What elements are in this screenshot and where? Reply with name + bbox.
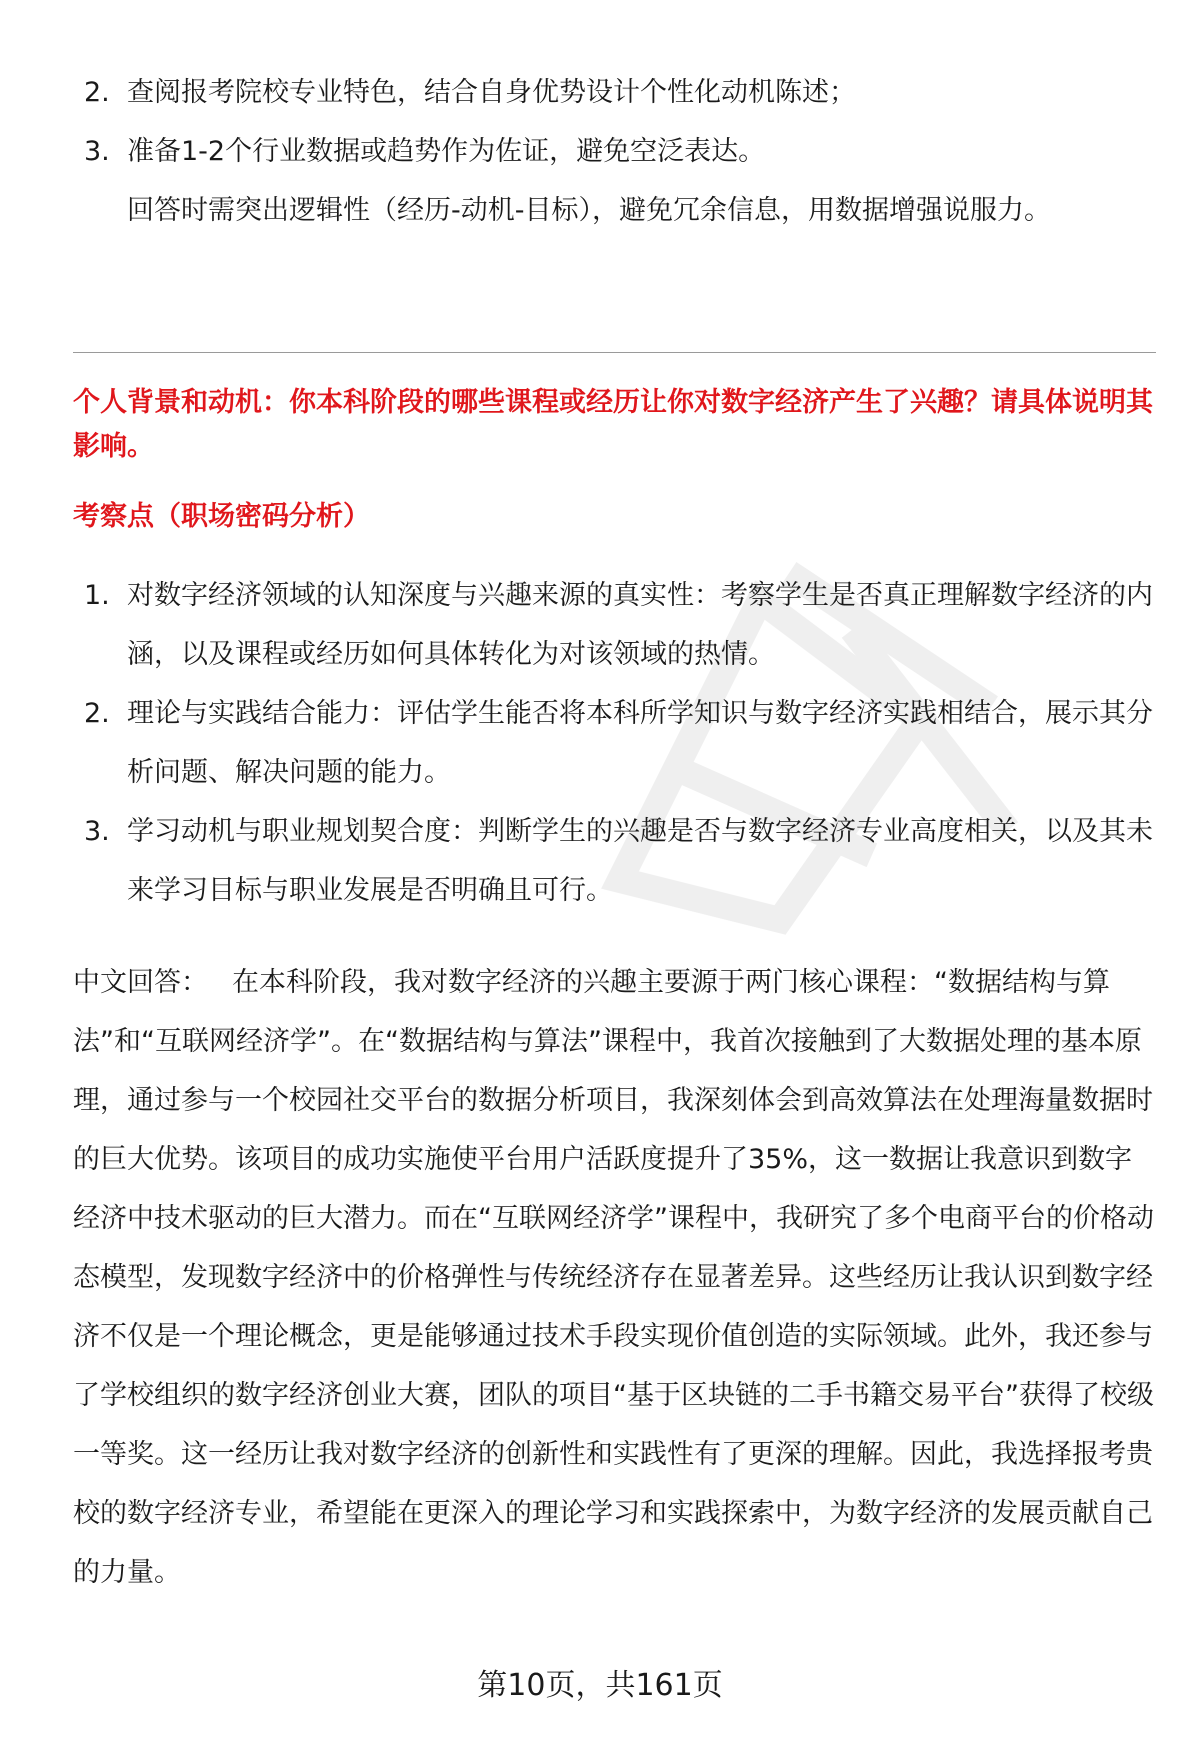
previous-section-list	[0, 63, 1157, 181]
list-item	[0, 802, 1157, 920]
list-number: 3.	[84, 816, 110, 847]
assessment-list	[0, 566, 1157, 920]
list-item	[0, 566, 1157, 684]
assessment-heading: 考察点（职场密码分析）	[73, 501, 370, 532]
list-number: 2.	[84, 698, 110, 729]
answer-label: 中文回答：	[73, 967, 208, 998]
answer-tip-note: 回答时需突出逻辑性（经历-动机-目标），避免冗余信息，用数据增强说服力。	[127, 195, 1051, 226]
answer-paragraph	[73, 953, 1158, 1602]
list-item	[0, 122, 1157, 181]
list-text: 对数字经济领域的认知深度与兴趣来源的真实性：考察学生是否真正理解数字经济的内涵，以及课程或经历如何具体转化为对该领域的热情。	[127, 580, 1153, 670]
list-text: 理论与实践结合能力：评估学生能否将本科所学知识与数字经济实践相结合，展示其分析问题、解决问题的能力。	[127, 698, 1153, 788]
list-number: 2.	[84, 77, 110, 108]
list-text: 查阅报考院校专业特色，结合自身优势设计个性化动机陈述；	[127, 77, 856, 108]
question-title: 个人背景和动机：你本科阶段的哪些课程或经历让你对数字经济产生了兴趣？请具体说明其影响。	[73, 387, 1153, 462]
page-number: 第10页，共161页	[477, 1668, 723, 1703]
section-divider	[73, 352, 1156, 353]
answer-text: 在本科阶段，我对数字经济的兴趣主要源于两门核心课程：“数据结构与算法”和“互联网经济学”。在“数据结构与算法”课程中，我首次接触到了大数据处理的基本原理，通过参与一个校园社交平台的数据分析项目，我深刻体会到高效算法在处理海量数据时的巨大优势。该项目的成功实施使平台用户活跃度提升了35%，这一数据让我意识到数字经济中技术驱动的巨大潜力。而在“互联网经济学”课程中，我研究了多个电商平台的价格动态模型，发现数字经济中的价格弹性与传统经济存在显著差异。这些经历让我认识到数字经济不仅是一个理论概念，更是能够通过技术手段实现价值创造的实际领域。此外，我还参与了学校组织的数字经济创业大赛，团队的项目“基于区块链的二手书籍交易平台”获得了校级一等奖。这一经历让我对数字经济的创新性和实践性有了更深的理解。因此，我选择报考贵校的数字经济专业，希望能在更深入的理论学习和实践探索中，为数字经济的发展贡献自己的力量。	[73, 967, 1154, 1588]
list-item	[0, 63, 1157, 122]
list-text: 准备1-2个行业数据或趋势作为佐证，避免空泛表达。	[127, 136, 766, 167]
list-number: 3.	[84, 136, 110, 167]
list-text: 学习动机与职业规划契合度：判断学生的兴趣是否与数字经济专业高度相关，以及其未来学习目标与职业发展是否明确且可行。	[127, 816, 1153, 906]
list-item	[0, 684, 1157, 802]
list-number: 1.	[84, 580, 110, 611]
